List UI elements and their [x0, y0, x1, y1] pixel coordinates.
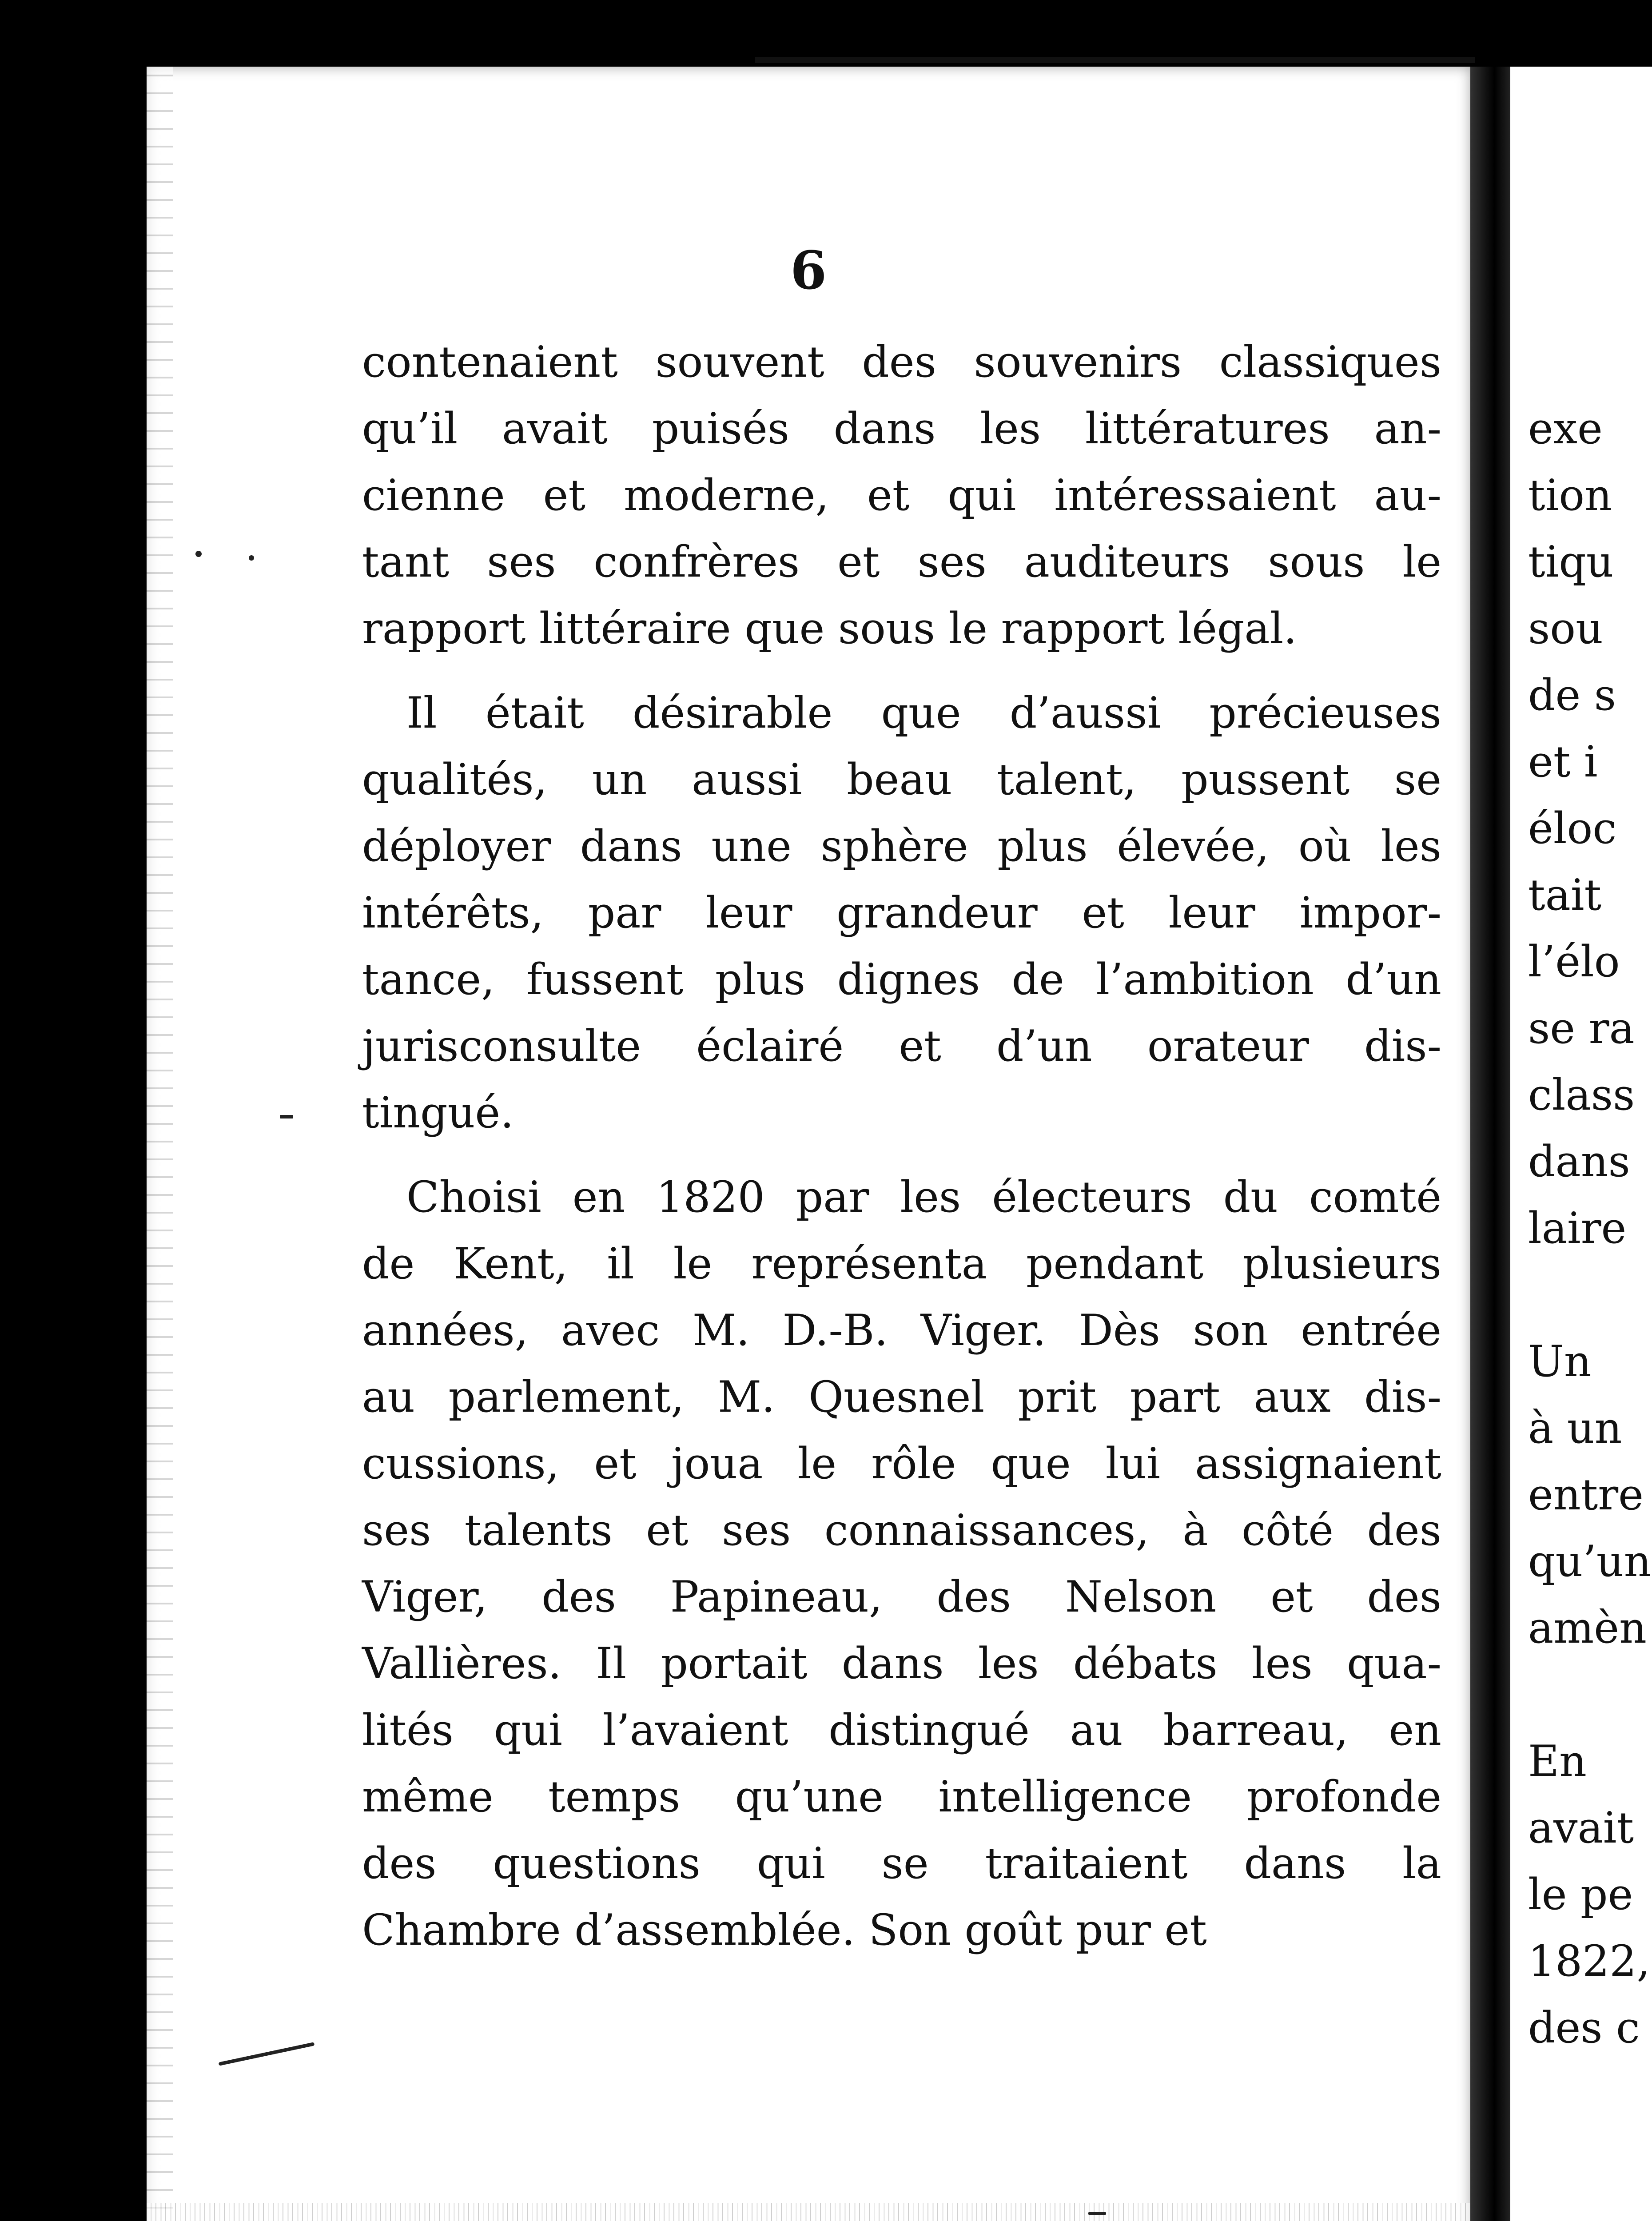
facing-text-fragment: qu’un	[1528, 1536, 1652, 1586]
text-line: Chambre d’assemblée. Son goût pur et	[362, 1905, 1207, 1955]
facing-text-fragment: et i	[1528, 737, 1598, 787]
facing-page	[1510, 67, 1652, 2221]
facing-paragraph-gap	[1528, 1262, 1652, 1328]
text-line: ses talents et ses connaissances, à côté des	[362, 1505, 1441, 1555]
paragraph	[362, 1164, 1441, 1963]
text-line: rapport littéraire que sous le rapport légal.	[362, 604, 1297, 653]
text-line: lités qui l’avaient distingué au barreau, en	[362, 1705, 1441, 1755]
page-number: 6	[790, 239, 827, 301]
facing-text-fragment: entre	[1528, 1470, 1644, 1520]
book-gutter	[1470, 67, 1510, 2221]
facing-text-fragment: exe	[1528, 404, 1603, 454]
facing-text-fragment: tiqu	[1528, 537, 1614, 587]
facing-text-fragment: des c	[1528, 2003, 1640, 2053]
page-bottom-noise	[147, 2203, 1470, 2221]
facing-text-fragment: l’élo	[1528, 937, 1620, 987]
text-line: même temps qu’une intelligence profonde	[362, 1772, 1441, 1822]
facing-paragraph-gap	[1528, 1661, 1652, 1728]
text-line: qu’il avait puisés dans les littératures an-	[362, 404, 1441, 454]
text-line: déployer dans une sphère plus élevée, où les	[362, 821, 1441, 871]
facing-page-text	[1528, 395, 1652, 2061]
stray-mark	[280, 1115, 293, 1118]
facing-text-fragment: laire	[1528, 1203, 1627, 1253]
stray-mark	[1088, 2212, 1106, 2215]
facing-text-fragment: 1822,	[1528, 1936, 1650, 1986]
text-line: années, avec M. D.-B. Viger. Dès son entrée	[362, 1306, 1441, 1355]
page-left-edge-noise	[147, 67, 173, 2221]
facing-text-fragment: Un	[1528, 1337, 1592, 1386]
facing-text-fragment: sou	[1528, 604, 1603, 653]
stray-mark	[249, 555, 254, 561]
facing-text-fragment: tion	[1528, 470, 1612, 520]
text-line: Choisi en 1820 par les électeurs du comté	[406, 1172, 1441, 1222]
stray-mark	[219, 2042, 315, 2066]
text-line: au parlement, M. Quesnel prit part aux dis-	[362, 1372, 1441, 1422]
facing-text-fragment: à un	[1528, 1403, 1622, 1453]
text-line: de Kent, il le représenta pendant plusieurs	[362, 1239, 1441, 1289]
facing-text-fragment: dans	[1528, 1137, 1630, 1186]
text-line: Viger, des Papineau, des Nelson et des	[362, 1572, 1441, 1622]
text-line: jurisconsulte éclairé et d’un orateur dis-	[362, 1021, 1441, 1071]
facing-text-fragment: avait	[1528, 1803, 1634, 1853]
text-line: Vallières. Il portait dans les débats les qua-	[362, 1639, 1441, 1688]
text-line: intérêts, par leur grandeur et leur impor-	[362, 888, 1441, 938]
text-line: tingué.	[362, 1088, 514, 1138]
body-text	[362, 329, 1441, 1981]
text-line: des questions qui se traitaient dans la	[362, 1839, 1441, 1888]
text-line: Il était désirable que d’aussi précieuses	[406, 688, 1441, 738]
text-line: tance, fussent plus dignes de l’ambition d’un	[362, 955, 1441, 1004]
paragraph	[362, 680, 1441, 1146]
text-line: cussions, et joua le rôle que lui assignaient	[362, 1439, 1441, 1489]
text-line: qualités, un aussi beau talent, pussent se	[362, 755, 1441, 804]
stray-mark	[195, 551, 202, 557]
text-line: tant ses confrères et ses auditeurs sous le	[362, 537, 1441, 587]
facing-text-fragment: tait	[1528, 870, 1602, 920]
text-line: cienne et moderne, et qui intéressaient au-	[362, 470, 1441, 520]
paragraph	[362, 329, 1441, 662]
page-top-rule	[755, 57, 1475, 63]
facing-text-fragment: amèn	[1528, 1603, 1647, 1653]
facing-text-fragment: class	[1528, 1070, 1635, 1120]
facing-text-fragment: se ra	[1528, 1003, 1635, 1053]
text-line: contenaient souvent des souvenirs classiques	[362, 337, 1441, 387]
facing-text-fragment: éloc	[1528, 804, 1617, 853]
facing-text-fragment: de s	[1528, 670, 1616, 720]
facing-text-fragment: le pe	[1528, 1870, 1633, 1919]
facing-text-fragment: En	[1528, 1736, 1587, 1786]
